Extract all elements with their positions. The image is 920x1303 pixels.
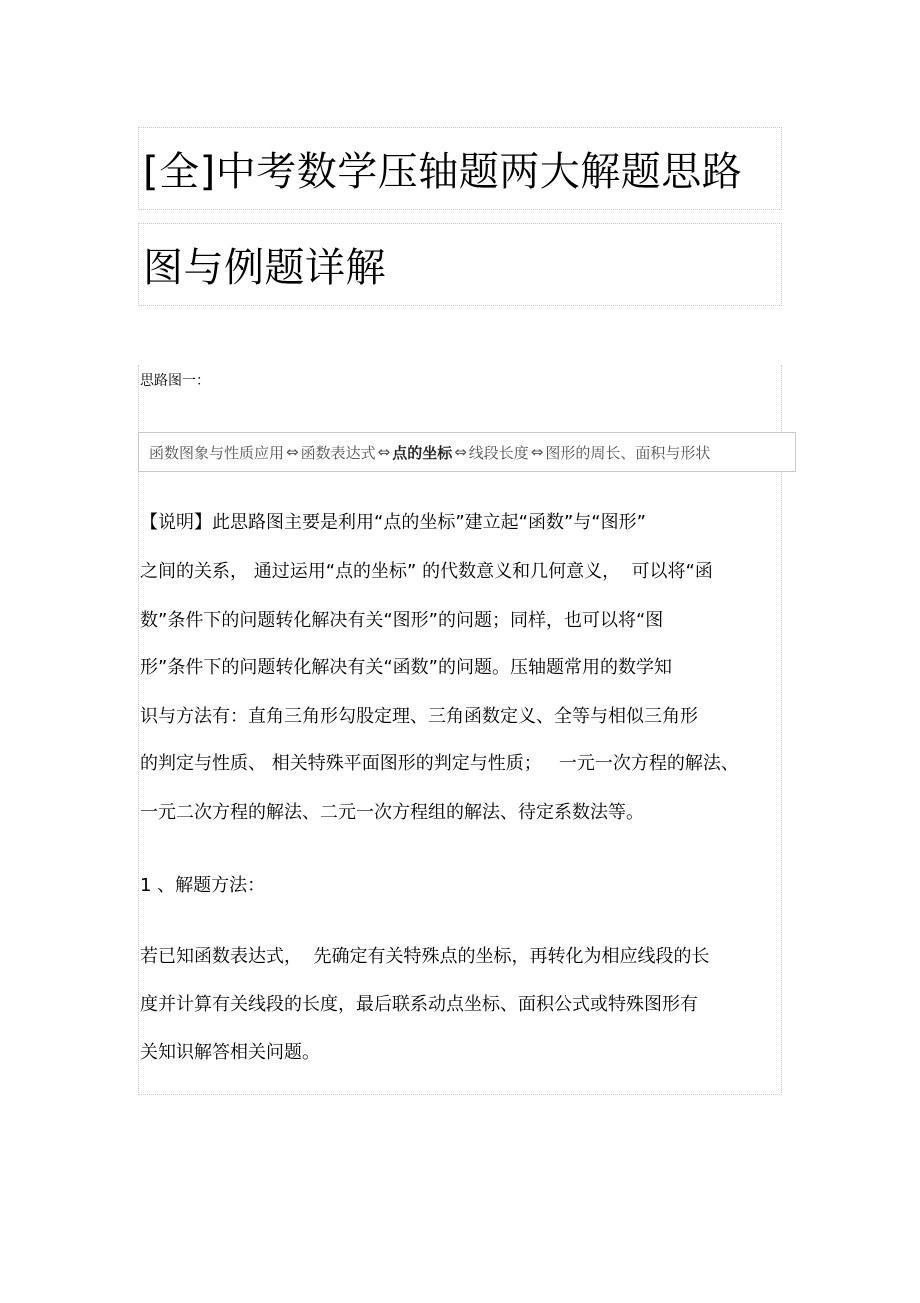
double-arrow-icon: ⇔: [286, 443, 299, 461]
title-frame-1: [138, 127, 782, 210]
document-title-line-2: 图与例题详解: [143, 245, 386, 291]
method-line: 若已知函数表达式， 先确定有关特殊点的坐标，再转化为相应线段的长: [140, 946, 710, 967]
double-arrow-icon: ⇔: [377, 443, 391, 461]
diagram-item-segment-length: 线段长度: [468, 443, 529, 462]
diagram-item-point-coordinates: 点的坐标: [392, 443, 453, 462]
explanation-line: 形”条件下的问题转化解决有关“函数”的问题。压轴题常用的数学知: [140, 657, 672, 678]
diagram-item-function-graph: 函数图象与性质应用: [149, 443, 285, 462]
content-frame: [138, 365, 782, 1095]
section-label: 思路图一：: [140, 373, 210, 389]
explanation-line: 之间的关系， 通过运用“点的坐标” 的代数意义和几何意义， 可以将“函: [140, 561, 713, 582]
title-frame-2: [138, 223, 782, 306]
explanation-line: 的判定与性质、 相关特殊平面图形的判定与性质； 一元一次方程的解法、: [140, 753, 739, 774]
thinking-diagram: [138, 432, 796, 472]
method-heading: 1 、解题方法：: [140, 875, 266, 896]
method-line: 度并计算有关线段的长度，最后联系动点坐标、面积公式或特殊图形有: [140, 994, 698, 1015]
diagram-item-figure-properties: 图形的周长、面积与形状: [545, 443, 711, 462]
diagram-item-function-expression: 函数表达式: [300, 443, 376, 462]
double-arrow-icon: ⇔: [454, 443, 467, 461]
explanation-line: 数”条件下的问题转化解决有关“图形”的问题；同样，也可以将“图: [140, 610, 664, 631]
document-title-line-1: [全]中考数学压轴题两大解题思路: [143, 149, 743, 195]
explanation-line: 【说明】此思路图主要是利用“点的坐标”建立起“函数”与“图形”: [140, 512, 646, 533]
double-arrow-icon: ⇔: [530, 443, 544, 461]
explanation-line: 一元二次方程的解法、二元一次方程组的解法、待定系数法等。: [140, 802, 644, 823]
explanation-line: 识与方法有：直角三角形勾股定理、三角函数定义、全等与相似三角形: [140, 706, 698, 727]
method-line: 关知识解答相关问题。: [140, 1042, 320, 1063]
